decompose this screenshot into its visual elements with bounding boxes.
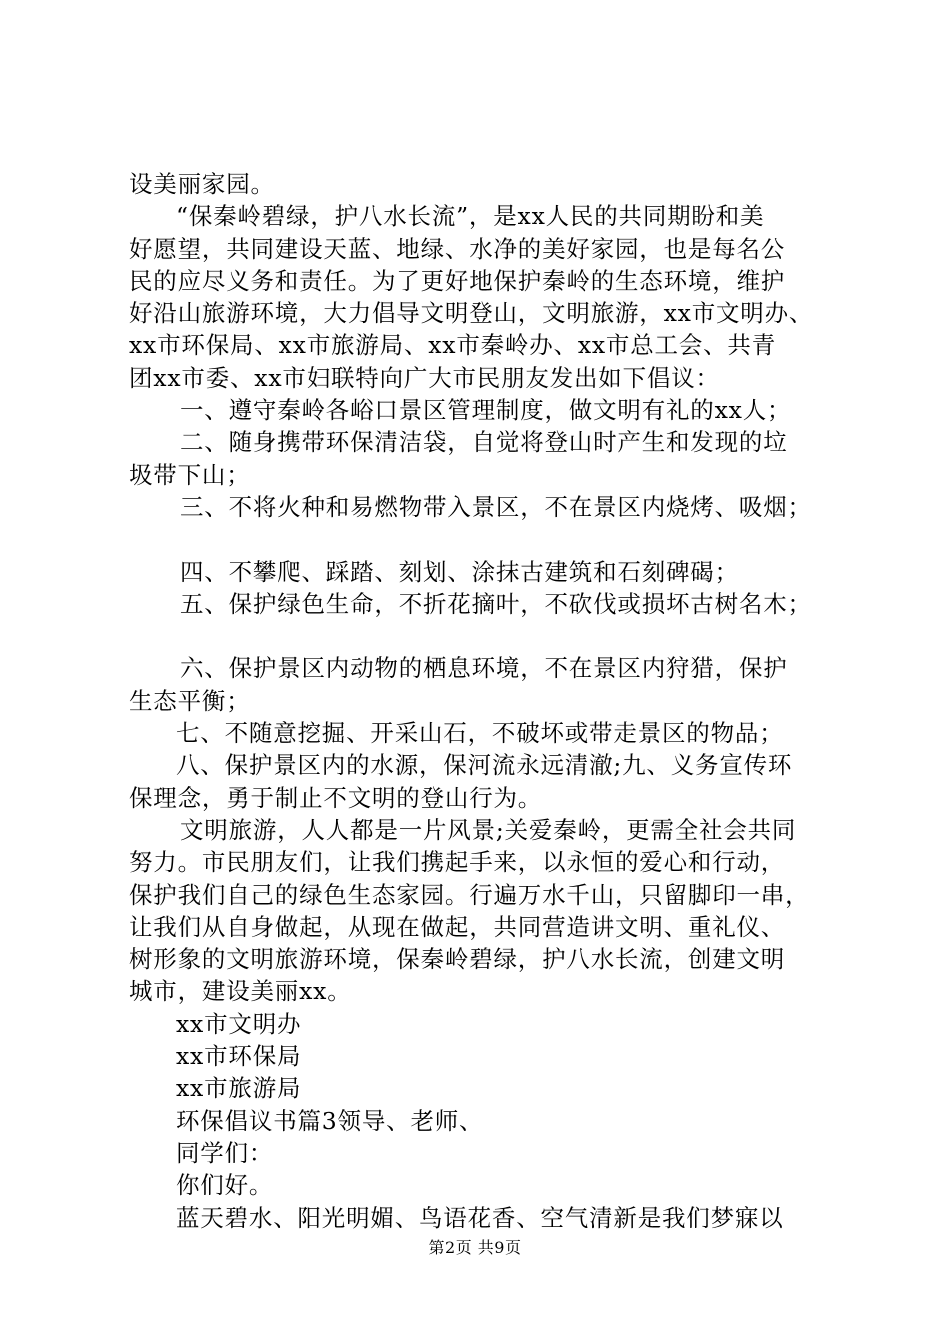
text-line: 团xx市委、xx市妇联特向广大市民朋友发出如下倡议： (129, 363, 720, 392)
blank-line (129, 523, 834, 555)
text-line: 二、随身携带环保清洁袋，自觉将登山时产生和发现的垃 (180, 428, 788, 457)
text-line: 城市，建设美丽xx。 (129, 977, 352, 1006)
text-line: 生态平衡； (129, 686, 251, 715)
text-line: 好愿望，共同建设天蓝、地绿、水净的美好家园，也是每名公 (129, 234, 786, 263)
text-line: 五、保护绿色生命，不折花摘叶，不砍伐或损坏古树名木； (180, 589, 812, 618)
text-line: 八、保护景区内的水源，保河流永远清澈;九、义务宣传环 (176, 751, 793, 780)
text-line: 三、不将火种和易燃物带入景区，不在景区内烧烤、吸烟； (180, 492, 812, 521)
document-body (129, 168, 834, 1234)
text-line: 努力。市民朋友们，让我们携起手来，以永恒的爱心和行动， (129, 848, 786, 877)
text-line: xx市环保局 (176, 1042, 302, 1071)
text-line: 好沿山旅游环境，大力倡导文明登山，文明旅游，xx市文明办、 (129, 299, 814, 328)
text-line: 保理念，勇于制止不文明的登山行为。 (129, 783, 543, 812)
text-line: 民的应尽义务和责任。为了更好地保护秦岭的生态环境，维护 (129, 266, 786, 295)
text-line: 七、不随意挖掘、开采山石，不破坏或带走景区的物品； (176, 719, 784, 748)
text-line: 设美丽家园。 (129, 170, 275, 198)
text-line: 保护我们自己的绿色生态家园。行遍万水千山，只留脚印一串， (129, 880, 810, 909)
text-line: 树形象的文明旅游环境，保秦岭碧绿，护八水长流，创建文明 (129, 945, 786, 974)
text-line: 同学们： (176, 1138, 274, 1167)
text-line: 环保倡议书篇3领导、老师、 (176, 1106, 484, 1135)
text-line: 六、保护景区内动物的栖息环境，不在景区内狩猎，保护 (180, 654, 788, 683)
text-line: 四、不攀爬、踩踏、刻划、涂抹古建筑和石刻碑碣； (180, 557, 739, 586)
text-line: 圾带下山； (129, 460, 251, 489)
text-line: 文明旅游，人人都是一片风景;关爱秦岭，更需全社会共同 (180, 815, 797, 844)
text-line: “保秦岭碧绿，护八水长流”，是xx人民的共同期盼和美 (176, 202, 765, 231)
text-line: xx市环保局、xx市旅游局、xx市秦岭办、xx市总工会、共青 (129, 331, 777, 360)
text-line: 让我们从自身做起，从现在做起，共同营造讲文明、重礼仪、 (129, 912, 786, 941)
text-line: xx市文明办 (176, 1009, 302, 1038)
text-line: xx市旅游局 (176, 1074, 302, 1103)
blank-line (129, 620, 834, 652)
text-line: 一、遵守秦岭各峪口景区管理制度，做文明有礼的xx人； (180, 396, 792, 425)
text-line: 你们好。 (176, 1171, 274, 1200)
text-line: 蓝天碧水、阳光明媚、鸟语花香、空气清新是我们梦寐以 (176, 1203, 784, 1232)
page-number-footer: 第2页 共9页 (428, 1238, 522, 1257)
